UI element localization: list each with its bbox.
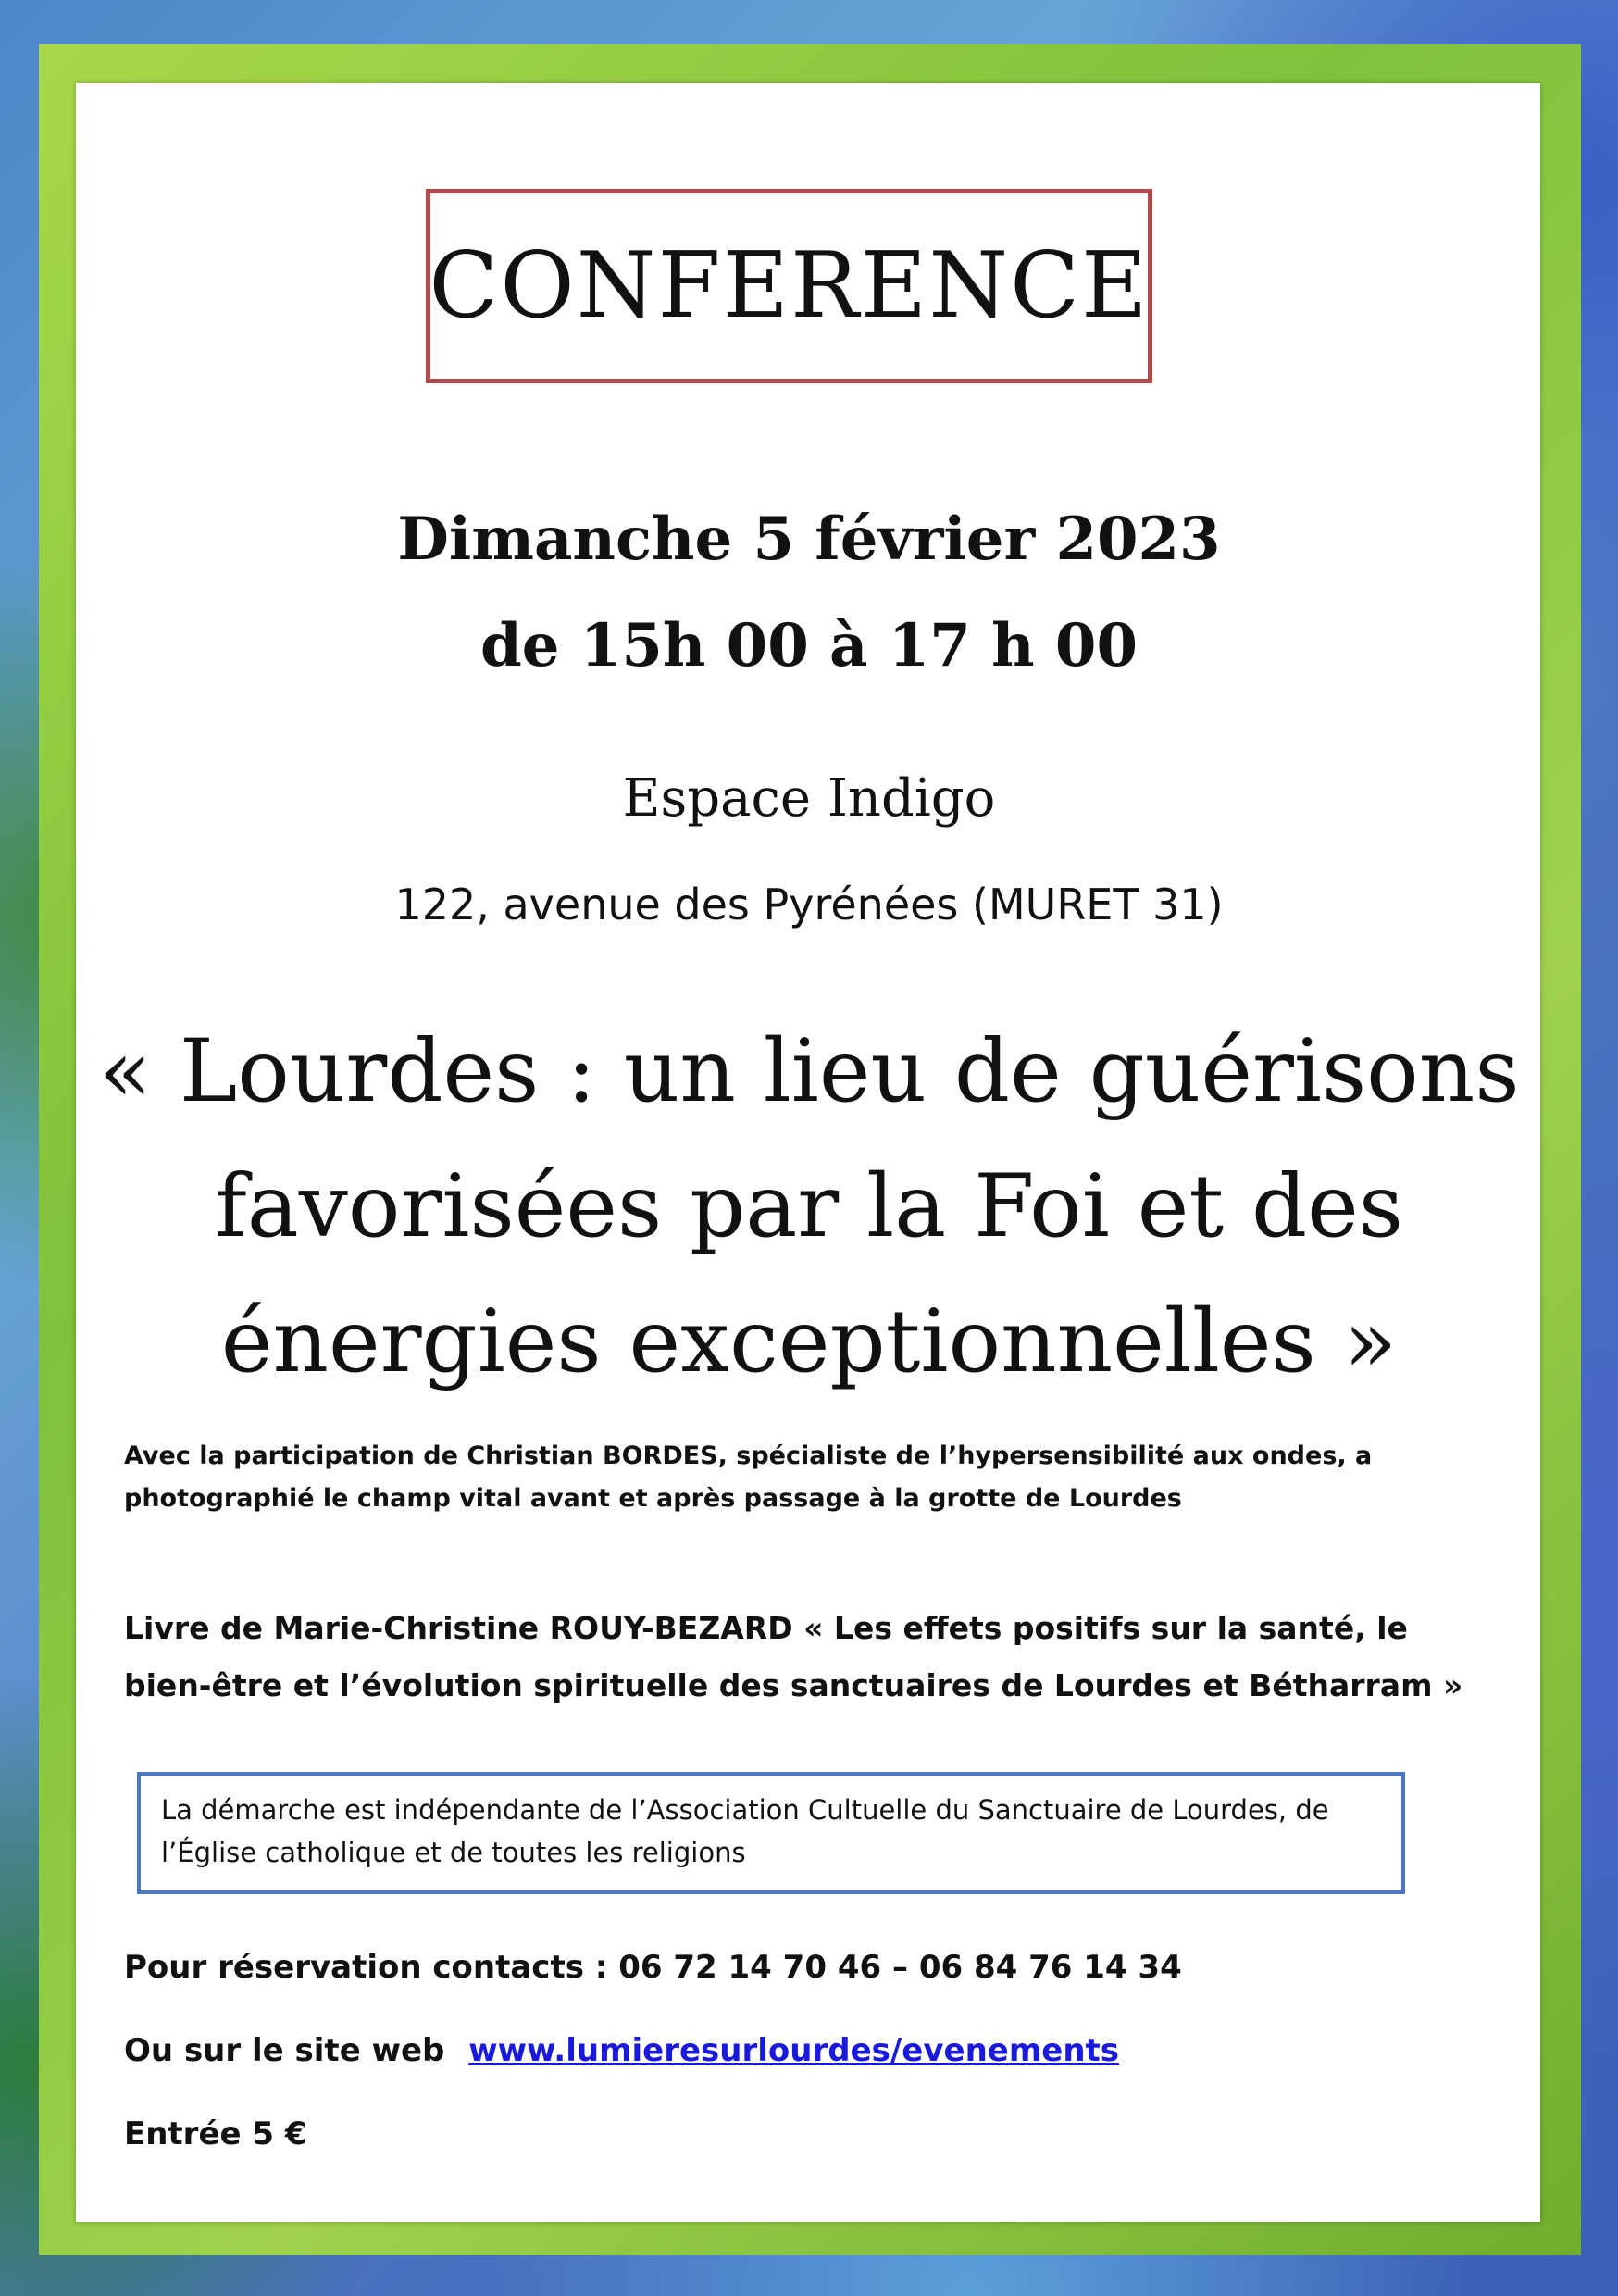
event-time: de 15h 00 à 17 h 00	[480, 611, 1138, 680]
entry-price: Entrée 5 €	[124, 2115, 307, 2152]
disclaimer-box	[137, 1772, 1405, 1894]
title-box	[426, 189, 1152, 383]
conference-headline: « Lourdes : un lieu de guérisons favorisées par la Foi et des énergies exceptionnelles »	[98, 1021, 1520, 1392]
website-prefix: Ou sur le site web	[124, 2032, 445, 2069]
reservation-contacts: Pour réservation contacts : 06 72 14 70 46 – 06 84 76 14 34	[124, 1949, 1182, 1986]
page-title: CONFERENCE	[429, 233, 1150, 339]
participation-text: Avec la participation de Christian BORDES, spécialiste de l’hypersensibilité aux ondes, a photographié le champ vital avant et après passage à la grotte de Lourdes	[124, 1441, 1373, 1513]
website-link[interactable]: www.lumieresurlourdes/evenements	[468, 2032, 1120, 2069]
event-date: Dimanche 5 février 2023	[397, 505, 1221, 574]
disclaimer-text: La démarche est indépendante de l’Association Cultuelle du Sanctuaire de Lourdes, de l’Église catholique et de toutes les religions	[161, 1794, 1329, 1868]
website-line	[124, 2032, 1119, 2069]
venue-address: 122, avenue des Pyrénées (MURET 31)	[394, 880, 1224, 930]
venue-name: Espace Indigo	[622, 768, 996, 829]
book-text: Livre de Marie-Christine ROUY-BEZARD « Les effets positifs sur la santé, le bien-être et l’évolution spirituelle des sanctuaires de Lourdes et Bétharram »	[124, 1610, 1463, 1703]
